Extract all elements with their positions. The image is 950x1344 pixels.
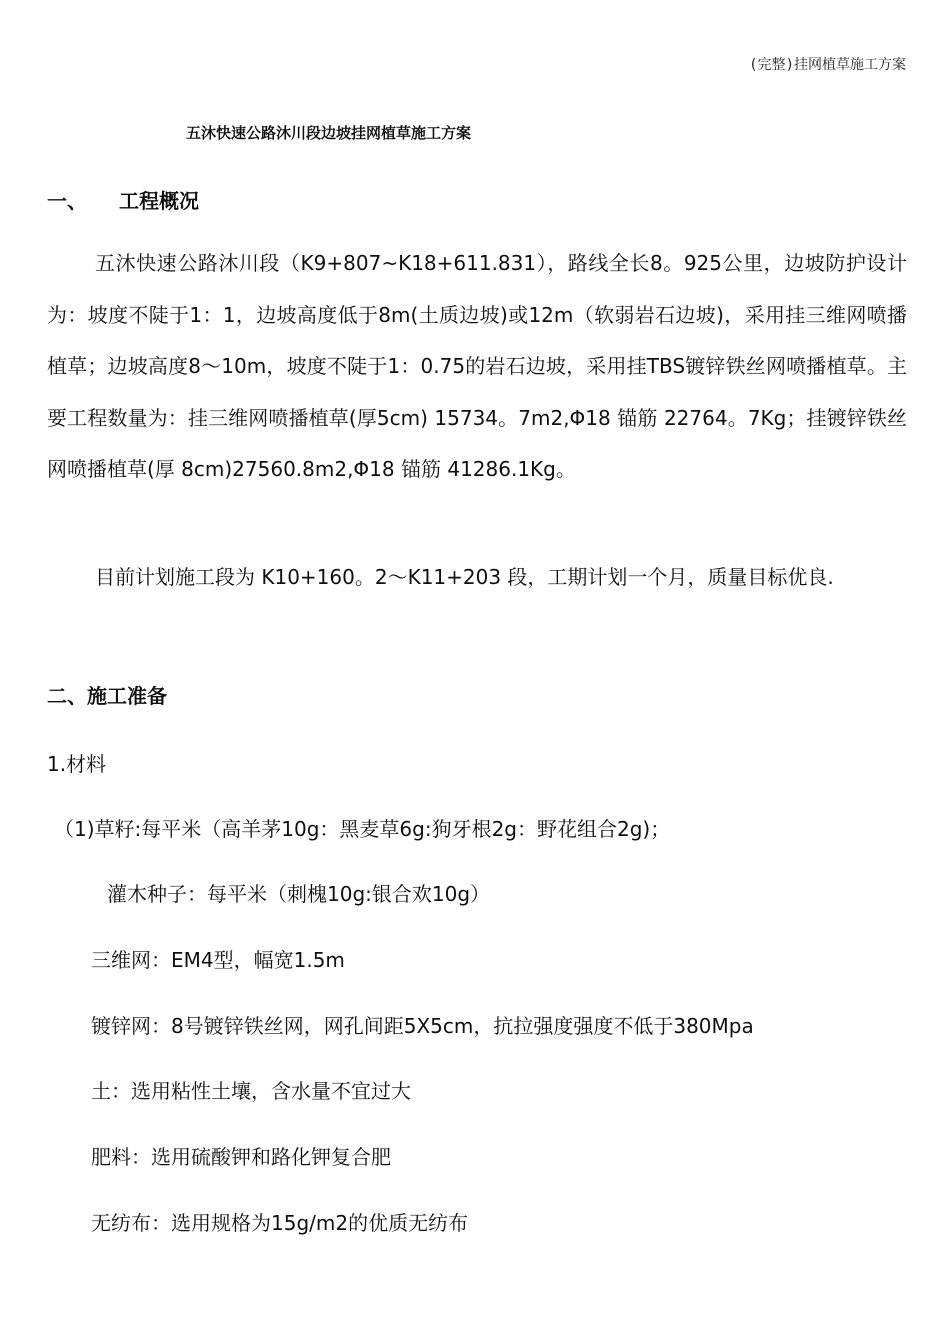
running-header: (完整)挂网植草施工方案: [749, 57, 906, 73]
list-item: 无纺布：选用规格为15g/m2的优质无纺布: [91, 1211, 469, 1235]
list-item: （1)草籽:每平米（高羊茅10g：黑麦草6g:狗牙根2g：野花组合2g)；: [54, 817, 671, 841]
list-item: 肥料：选用硫酸钾和路化钾复合肥: [91, 1145, 391, 1169]
paragraph-schedule: 目前计划施工段为 K10+160。2～K11+203 段，工期计划一个月，质量目标优良.: [95, 565, 834, 589]
section-heading-1: [47, 185, 199, 214]
list-item: 镀锌网：8号镀锌铁丝网，网孔间距5X5cm，抗拉强度强度不低于380Mpa: [91, 1014, 754, 1038]
section-title: 施工准备: [87, 684, 167, 708]
subheading-materials: 1.材料: [47, 752, 107, 776]
section-title: 工程概况: [119, 189, 199, 213]
list-item: 灌木种子：每平米（刺槐10g:银合欢10g）: [107, 882, 491, 906]
section-heading-2: [47, 680, 167, 709]
list-item: 三维网：EM4型，幅宽1.5m: [91, 948, 345, 972]
list-item: 土：选用粘性土壤，含水量不宜过大: [91, 1079, 411, 1103]
paragraph-overview: 五沐快速公路沐川段（K9+807~K18+611.831），路线全长8。925公里，边坡防护设计为：坡度不陡于1：1，边坡高度低于8m(土质边坡)或12m（软弱岩石边坡)，采用挂三维网喷播植草；边坡高度8～10m，坡度不陡于1：0.75的岩石边坡，采用挂TBS镀锌铁丝网喷播植草。主要工程数量为：挂三维网喷播植草(厚5cm) 15734。7m2,Φ18 锚筋 22764。7Kg；挂镀锌铁丝网喷播植草(厚 8cm)27560.8m2,Φ18 锚筋 41286.1Kg。: [47, 251, 907, 481]
section-number: 二、: [47, 684, 87, 708]
section-number: 一、: [47, 189, 87, 213]
document-title: 五沐快速公路沐川段边坡挂网植草施工方案: [186, 124, 472, 142]
